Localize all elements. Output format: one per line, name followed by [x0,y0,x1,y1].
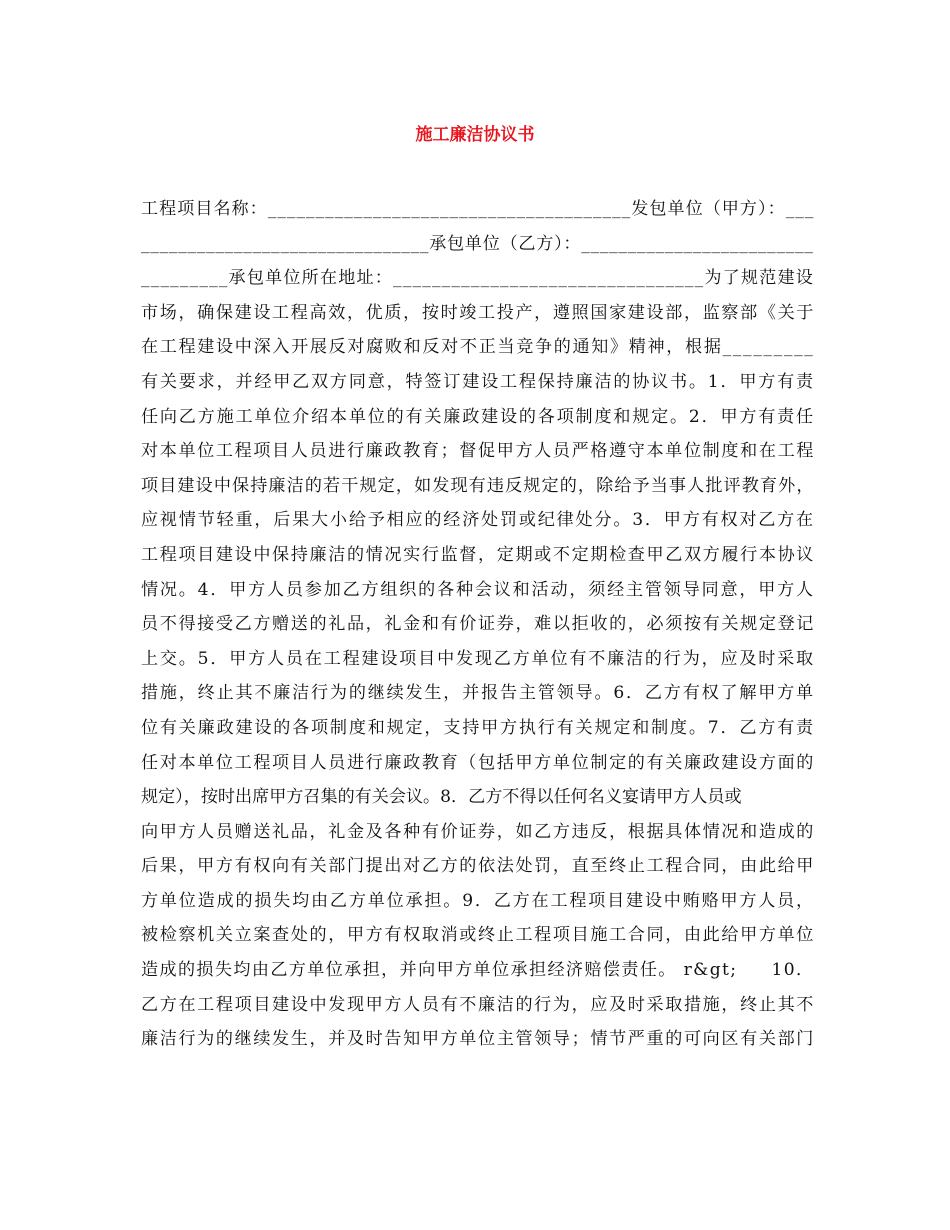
document-title: 施工廉洁协议书 [415,125,535,145]
body-line: 应视情节轻重，后果大小给予相应的经济处罚或纪律处分。3．甲方有权对乙方在 [141,510,815,531]
body-line: 在工程建设中深入开展反对腐败和反对不正当竞争的通知》精神，根据_________ [141,337,815,358]
body-line: 工程项目名称：______________________________________发包单位（甲方）：___ [141,199,815,219]
body-line: 员不得接受乙方赠送的礼品，礼金和有价证券，难以拒收的，必须按有关规定登记 [141,614,816,635]
body-line: 造成的损失均由乙方单位承担，并向甲方单位承担经济赔偿责任。 r&gt; 10． [141,960,815,981]
body-line: 工程项目建设中保持廉洁的情况实行监督，定期或不定期检查甲乙双方履行本协议 [141,544,816,565]
body-line: 向甲方人员赠送礼品，礼金及各种有价证券，如乙方违反，根据具体情况和造成的 [141,821,816,842]
body-line: 方单位造成的损失均由乙方单位承担。9．乙方在工程项目建设中贿赂甲方人员， [141,890,815,911]
body-line: 任对本单位工程项目人员进行廉政教育（包括甲方单位制定的有关廉政建设方面的 [141,752,816,773]
body-line: 被检察机关立案查处的，甲方有权取消或终止工程项目施工合同，由此给甲方单位 [141,925,816,946]
agreement-body [141,192,816,1057]
body-line: _______________________________承包单位（乙方）：_________________________ [141,233,814,254]
body-line: _________承包单位所在地址：________________________________为了规范建设 [141,268,815,289]
body-line: 措施，终止其不廉洁行为的继续发生，并报告主管领导。6．乙方有权了解甲方单 [141,683,815,704]
body-line: 上交。5．甲方人员在工程建设项目中发现乙方单位有不廉洁的行为，应及时采取 [141,648,815,669]
body-line: 任向乙方施工单位介绍本单位的有关廉政建设的各项制度和规定。2．甲方有责任 [141,406,815,427]
body-line: 规定），按时出席甲方召集的有关会议。8．乙方不得以任何名义宴请甲方人员或 [141,787,742,808]
body-line: 乙方在工程项目建设中发现甲方人员有不廉洁的行为，应及时采取措施，终止其不 [141,994,816,1015]
body-line: 市场，确保建设工程高效，优质，按时竣工投产，遵照国家建设部，监察部《关于 [141,302,816,323]
body-line: 有关要求，并经甲乙双方同意，特签订建设工程保持廉洁的协议书。1．甲方有责 [141,371,815,392]
body-line: 后果，甲方有权向有关部门提出对乙方的依法处罚，直至终止工程合同，由此给甲 [141,856,816,877]
body-line: 对本单位工程项目人员进行廉政教育；督促甲方人员严格遵守本单位制度和在工程 [141,441,816,462]
body-line: 位有关廉政建设的各项制度和规定，支持甲方执行有关规定和制度。7．乙方有责 [141,717,815,738]
body-line: 情况。4．甲方人员参加乙方组织的各种会议和活动，须经主管领导同意，甲方人 [141,579,815,600]
body-line: 项目建设中保持廉洁的若干规定，如发现有违反规定的，除给予当事人批评教育外， [141,475,815,496]
body-line: 廉洁行为的继续发生，并及时告知甲方单位主管领导；情节严重的可向区有关部门 [141,1029,816,1050]
